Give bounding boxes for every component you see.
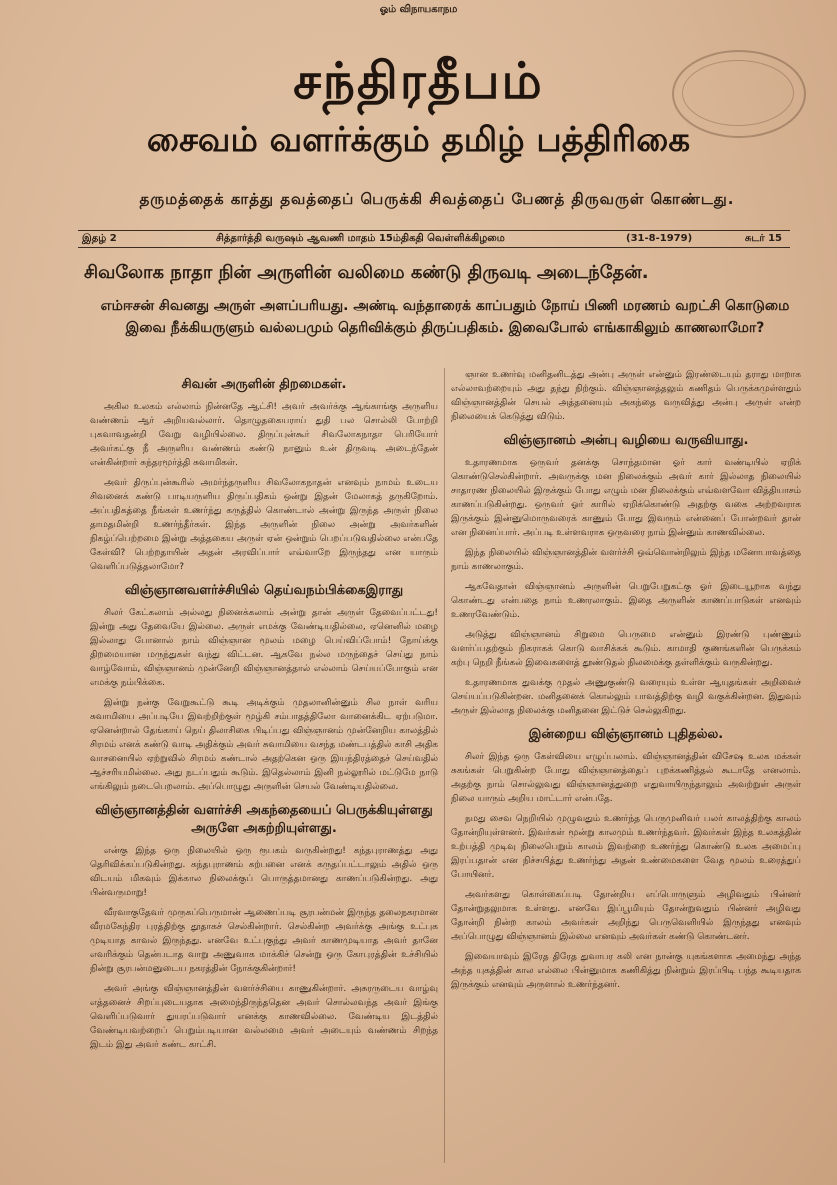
newspaper-title: சந்திரதீபம் — [293, 52, 544, 110]
paragraph: ஞான உணர்வு மனிதனிடத்து அன்பு அருள் என்னும் இரண்டையும் தராது மாறாக எல்லாவற்றையும் அது தந்து நிற்கும். விஞ்ஞானத்தலும் கணிதம் பெருக்கமுள்ளதும் விஞ்ஞானத்தின் செயல் அத்தனையும் அகந்தை வருவித்து அன்பு அருள் என்ற நிலையைக் கெடுத்து விடும். — [451, 370, 801, 422]
paragraph: சிலர் இந்த ஒரு கேள்வியை எழுப்பலாம். விஞ்ஞானத்தின் விசேஷ உலக மக்கள் சுகங்கள் பெறுகின்ற போது விஞ்ஞானத்தைப் புறக்கணித்தல் கூடாதே எனலாம். அதற்கு நாம் சொல்லுவது விஞ்ஞானத்துறை எதுவாயிருந்தாலும் அவற்றுள் அருள் நிலை யாரும் அறிய மாட்டார் என்பதே. — [451, 752, 801, 804]
section-title: விஞ்ஞானம் அன்பு வழியை வருவியாது. — [503, 433, 749, 448]
section-title: விஞ்ஞானவளர்ச்சியில் தெய்வநம்பிக்கைஇராது — [124, 583, 404, 598]
lead-paragraph: எம்ஈசன் சிவனது அருள் அளப்பரியது. அண்டி வந்தாரைக் காப்பதும் நோய் பிணி மரணம் வறட்சி கொடுமை இவை நீக்கியருளும் வல்லபமும் தெரிவிக்கும் திருப்பதிகம். இவைபோல் எங்காகிலும் காணலாமோ? — [100, 298, 790, 336]
tamil-date: சித்தார்த்தி வருஷம் ஆவணி மாதம் 15ம்திகதி வெள்ளிக்கிழமை — [216, 233, 505, 244]
motto-line: தருமத்தைக் காத்து தவத்தைப் பெருக்கி சிவத்தைப் பேணத் திருவருள் கொண்டது. — [139, 190, 735, 208]
paragraph: அவர் அங்கு விஞ்ஞானத்தின் வளர்ச்சியை காணுகின்றார். அசுரருடைய வாழ்வு எத்தனைச் சிறப்புடையதாக அமைந்திருந்ததென அவர் சொல்லவந்த அவர் இங்கு வெளிப்படுவார் துயரப்படுவார் எனக்கு காணவில்லை. வேண்டிய இடத்தில் வேண்டியவற்றைப் பெறும்படியான வல்லமை அவர் அடையும் வண்ணம் சிறந்த இடம் இது அவர் கண்ட காட்சி. — [90, 984, 438, 1050]
paragraph: அவர் திருப்புன்கூரில் அமர்ந்தருளிய சிவலோகநாதன் எனவும் நாமம் உடைய சிவனைக் கண்டு பாடியருளிய திருப்பதிகம் ஒன்று இதன் மேலாகத் தருகிறோம். அப்பதிகத்தை நீங்கள் உணர்ந்து கருத்தில் கொண்டால் அன்று இருந்த அருள் நிலை தாமதமின்றி உணர்ந்தீர்கள். இந்த அருளின் நிலை அன்று அவர்களின் நிகழ்ப்பெற்றமை இன்று அத்தகைய அருள் ஏன் ஒன்றும் பெறப்படுவதில்லை என்பதே கேள்வி? பெற்றதாயின் அதன் அரவிப்பார் எவ்வாறே இருந்தது என யாரும் வெளிப்படுத்தலாமோ? — [90, 478, 438, 572]
paragraph: நமது சைவ நெறியில் முழுவதும் உணர்ந்த பெருமுனிவர் பலர் காலத்திற்கு காலம் தோன்றியுள்ளனர். இவர்கள் மூன்று காலமும் உணர்ந்தவர். இவர்கள் இந்த உலகத்தின் உற்பத்தி முடிவு நிலைபெறும் காலம் இவற்றை உணர்ந்து கொண்டு உலக அமைப்பு இரப்பதான் என நிச்சயித்து உணர்ந்து அதன் உண்மைகளை வேத மூலம் உரைத்துப் போயினர். — [451, 814, 801, 880]
section-title: இன்றைய விஞ்ஞானம் புதிதல்ல. — [528, 727, 724, 742]
paragraph: இன்று நன்கு வேறுகூட்டு கூடி அடிக்கும் முதலானின்னும் சில நாள் வரிய சுவாமியை அப்படியே இவற்றிற்குள் மூழ்கி சம்பாதத்திலோ வானைக்கிட ஏற்படுமா. ஏனென்றால் தேங்காய் நெய் திலாசிகை பிடிப்பது விஞ்ஞானம் முன்னேறிய காலத்தில் சிரமம் எனக் கண்டு வாடி அதிக்கும் அவர் சுவாமியை வசந்த மண்டபத்தில் காசி அதிக வாசனையில் ஏற்றுவில் சிரமம் கண்டால் அதற்கென ஒரு இயந்திரத்தைச் செய்வதில் ஆச்சரியமில்லை. அது நடப்பதும் கூடும். இதெல்லாம் இனி நல்லூரில் மட்டுமே நாடு எங்கிலும் நடைபெறலாம். அப்பொழுது அருளின் செயல் வேண்டியதில்லை. — [90, 698, 438, 792]
paragraph: ஆகவேதான் விஞ்ஞானம் அருளின் பெறுபேறுகட்கு ஓர் இடையூறாக வந்து கொண்டது என்பதை நாம் உணரலாகும். இதை அருளின் காணப்பாடுகள் எனவும் உணரவேண்டும். — [451, 582, 801, 620]
paragraph: சிலர் கேட்கலாம் அல்லது நினைக்கலாம் அன்று தான் அருள் தேவைப்பட்டது! இன்று அது தேவையே இல்லை. அருள் எமக்கு வேண்டியதில்லை, ஏனெனில் மழை இல்லாது போனால் நாம் விஞ்ஞான மூலம் மழை பெய்விப்போம்! நோய்க்கு திறமையான மருந்துகள் வந்து விட்டன. ஆகவே நல்ல மருந்தைச் செய்து நாம் வாழ்வோம், விஞ்ஞானம் முன்னேறி விஞ்ஞானத்தால் எல்லாம் செய்யப்போகும் என எமக்கு நம்பிக்கை. — [90, 608, 438, 688]
left-column — [90, 368, 438, 1168]
paragraph: அகில உலகம் எல்லாம் நின்னதே ஆட்சி! அவர் அவர்க்கு ஆங்காங்கு அருளிய வண்ணம் ஆர் அறியவல்லார். தொழுதகையராய் துதி பல சொல்லி போற்றி புகவாவதன்றி வேறு வழியில்லை. திருப்புன்கூர் சிவலோகநாதா பெரியோர் அவர்கட்கு நீ அருளிய வண்ணம் கண்டு நானும் உன் திருவடி அடைந்தேன் என்கின்றார் சுந்தரமூர்த்தி சுவாமிகள். — [90, 402, 438, 468]
right-column — [451, 368, 801, 1168]
paragraph: இவையாவும் இரேத திரேத துவாபர கலி என நான்கு யுகங்களாக அமைந்து அந்த அந்த யுகத்தின் கால எல்லை பின்னுமாக கணிகித்து நின்றும் இரப்பிடி பந்த கூடியதாக இருக்கும் எனவும் அருளால் உணர்ந்தனர். — [451, 952, 801, 990]
paragraph: என்கு இந்த ஒரு நிலையில் ஒரு ரூபகம் வருகின்றது! கந்தபுராணத்து அது தெரிவிக்கப்படுகின்றது. கந்தபுராணம் கற்பனை எனக் கருதப்பட்டாலும் அதில் ஒரு விடயம் மிகவும் இக்கால நிலைக்குப் பொருத்தமானது காணப்படுகின்றது. அது பின்வருமாறு! — [90, 846, 438, 898]
section-title: சிவன் அருளின் திறமைகள். — [181, 377, 347, 392]
paragraph: உதாரணமாக ஒருவர் தனக்கு சொந்தமான ஓர் கார் வண்டியில் ஏறிக் கொண்டுசெல்கின்றார். அவருக்கு மன நிலைக்கும் அவர் கார் இல்லாத நிலையில் சாதாரண நிலையில் இருக்கும் போது எழும் மன நிலைக்கும் எவ்வளவோ வித்தியாசம் காணப்படுகின்றது. ஒருவர் ஓர் காரில் ஏறிக்கொண்டு அதற்கு வகை அற்றவராக இருக்கும் இன்னுமொருவரைக் காணும் போது இவரும் என்னைப் போன்றவர் தான் என நினைப்பார். அப்படி உள்ளவராக ஒருவரை நாம் இன்னும் காணவில்லை. — [451, 458, 801, 538]
section-title: விஞ்ஞானத்தின் வளர்ச்சி அகந்தையைப் பெருக்கியுள்ளது அருளே அகற்றியுள்ளது. — [95, 803, 433, 836]
volume-number: சுடர் 15 — [744, 233, 782, 244]
issue-info-bar — [78, 230, 790, 248]
paragraph: இந்த நிலையில் விஞ்ஞானத்தின் வளர்ச்சி ஒவ்வொன்றிலும் இந்த மனோபாவத்தை நாம் காணலாகும். — [451, 548, 801, 572]
issue-number: இதழ் 2 — [82, 233, 117, 244]
newspaper-subtitle: சைவம் வளர்க்கும் தமிழ் பத்திரிகை — [146, 120, 691, 160]
paragraph: உதாரணமாக துவக்கு முதல் அணுகுண்டு வரையும் உள்ள ஆயுதங்கள் அறிவைச் செய்யப்படுகின்றன. மனிதனைக் கொல்லும் பாவத்திற்கு வழி வகுக்கின்றன. இதுவும் அருள் இல்லாத நிலைக்கு மனிதனை இட்டுச் செல்லுகிறது. — [451, 678, 801, 716]
gregorian-date: (31-8-1979) — [626, 233, 693, 244]
paragraph: அடுத்து விஞ்ஞானம் சிறுமை பெருமை என்னும் இரண்டு புண்ணும் வளர்ப்பதற்கும் நிகராகக் கொடு வாசிக்கக் கூடும். காமாதி குணங்களின் பெருக்கம் கற்பு நெறி நீங்கல் இவைகளைத் தூண்டுதல் நிலமைக்கு தள்ளிக்கும் வருகின்றது. — [451, 630, 801, 668]
main-headline: சிவலோக நாதா நின் அருளின் வலிமை கண்டு திருவடி அடைந்தேன். — [84, 262, 649, 283]
paragraph: வீரவாகுதேவர் முருகப்பெருமான் ஆணைப்படி சூரபன்மன் இருந்த தலைநகரமான வீரமகேந்திர புரத்திற்கு தூதாகச் செல்கின்றார். செல்கின்ற அவர்க்கு அங்கு உட்புக முடியாத காவல் இருந்தது. எனவே உட்புகுந்து அவர் காணமுடியாத அவர் தானே எவரிக்கும் தென்படாத வாறு அணுவாக மாக்கிச் சென்று ஒரு கோபுரத்தின் உச்சியில் நின்று சூரபன்மனுடைய நகரத்தின் நோக்குகின்றார்! — [90, 908, 438, 974]
invocation-line: ஓம் விநாயகாநம — [379, 4, 458, 15]
column-divider — [444, 368, 445, 1163]
paragraph: அவர்களது கொள்கைப்படி தோன்றிய எப்பொருளும் அழிவதும் பின்னர் தோன்றுதலுமாக உள்ளது. எனவே இப்பூமியும் தோன்றுவதும் பின்னர் அழிவது தோன்றி நின்ற காலம் அவர்கள் அறிந்து பெருவெளியில் இருந்தது எனவும் அப்பொழுது விஞ்ஞானம் இல்லை எனவும் அவர்கள் கண்டு கொண்டனர். — [451, 890, 801, 942]
